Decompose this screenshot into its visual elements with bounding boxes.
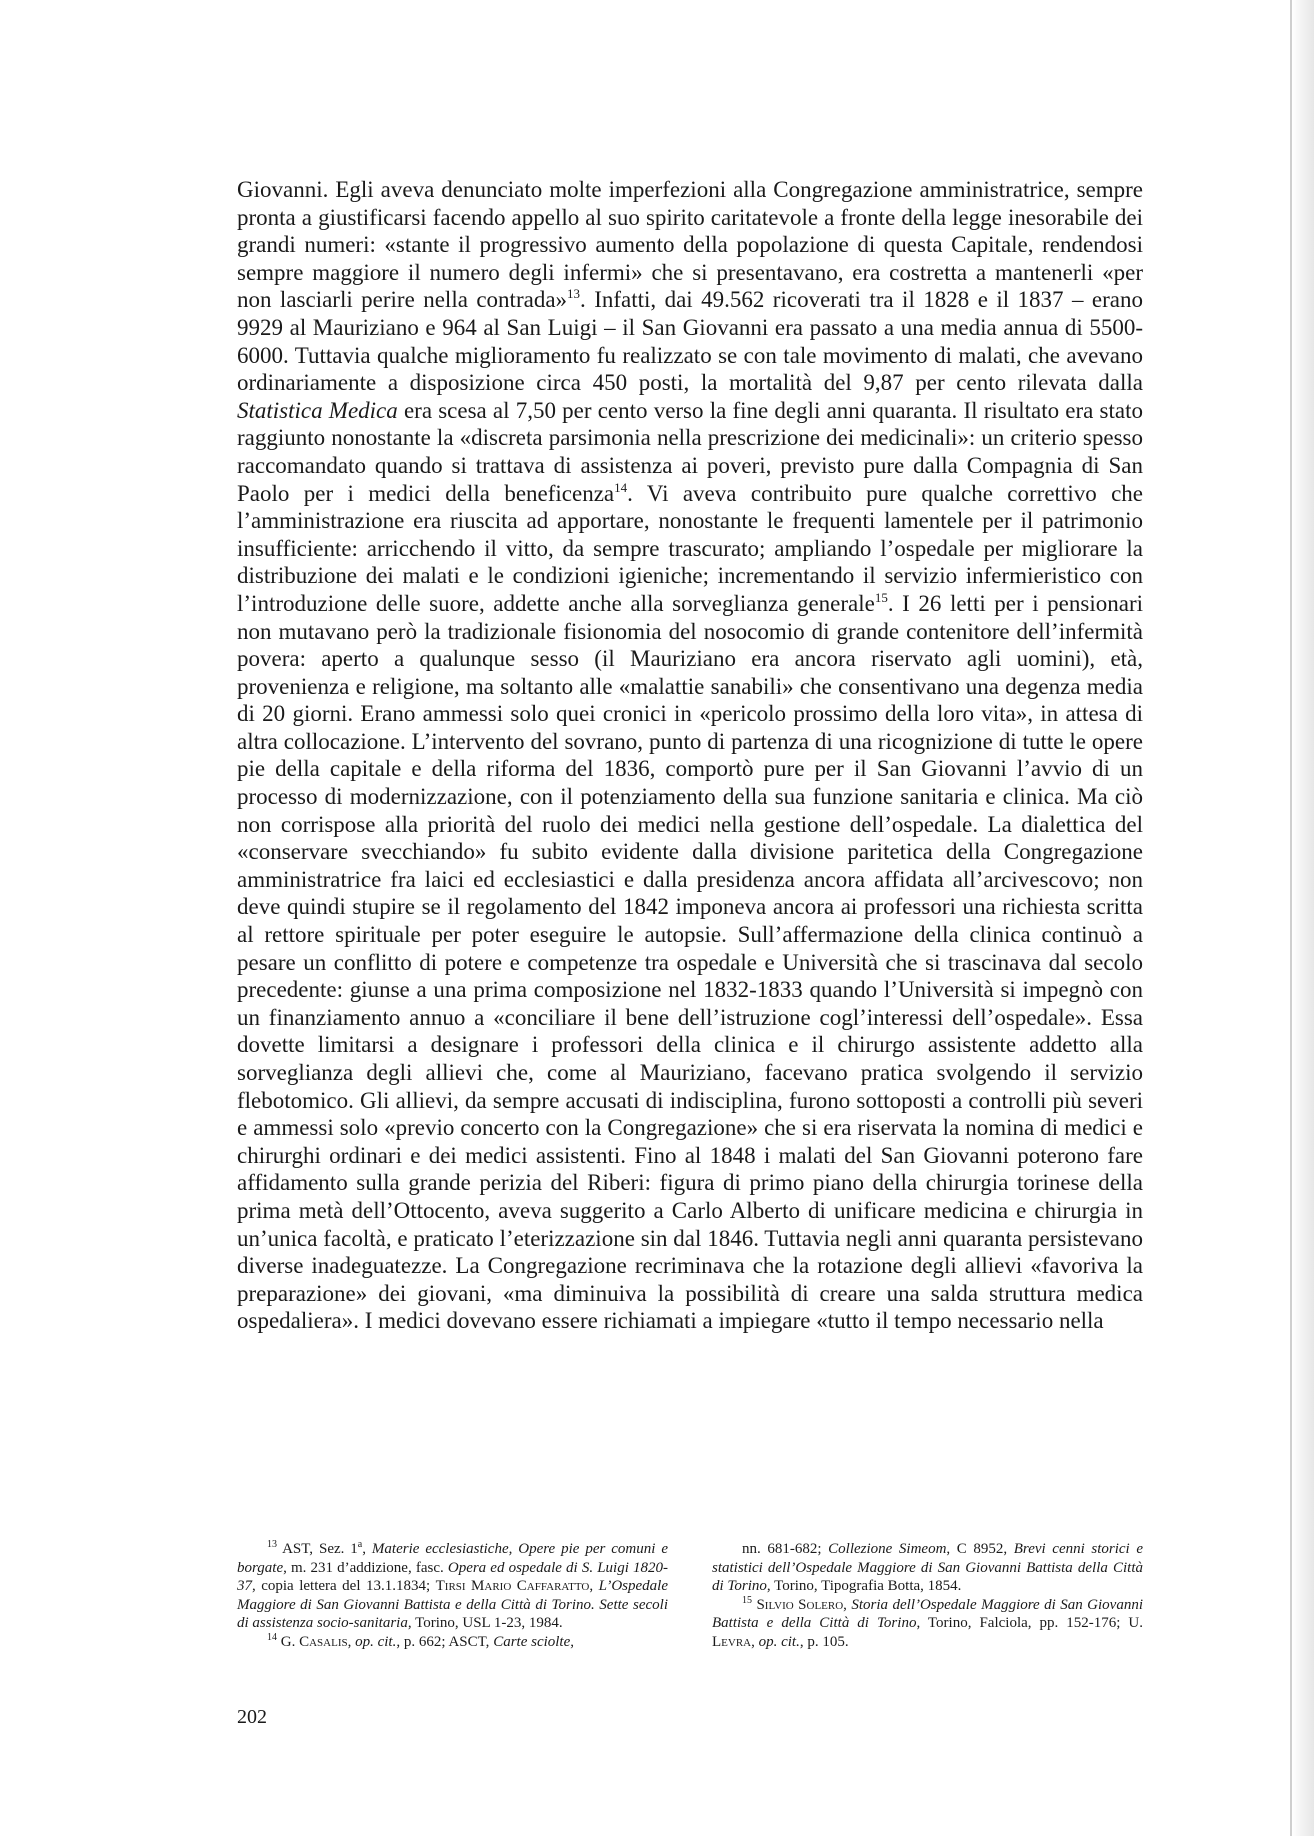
footnote-text: , C 8952,: [946, 1541, 1014, 1557]
footnote-text: , copia lettera del 13.1.1834;: [252, 1578, 436, 1595]
footnote-ref: 13: [567, 286, 581, 302]
page-edge-shadow: [1290, 0, 1314, 1836]
cited-title: Storia dell’Ospedale Maggiore di San Giovanni Battista e della Città di Torino: [712, 1596, 1143, 1632]
footnotes-left-column: [237, 1540, 668, 1652]
footnote: [712, 1540, 1143, 1596]
footnote-text: , p. 105.: [799, 1633, 849, 1650]
footnotes: [237, 1540, 1143, 1652]
text-segment: Giovanni. Egli aveva denunciato molte imperfezioni alla Congregazione amministratrice, sempre pronta a giustificarsi facendo appello al suo spirito caritatevole a fronte della legge inesorabile dei grandi numeri: «stante il progressivo aumento della popolazione di questa Capitale, rendendosi sempre maggiore il numero degli infermi» che si presentavano, era costretta a mantenerli «per non lasciarli perire nella contrada»: [237, 177, 1143, 313]
footnote-ref: 14: [614, 479, 628, 495]
cited-title: L’Ospedale Maggiore di San Giovanni Battista e della Città di Torino. Sette secoli di assistenza socio-sanitaria: [237, 1578, 668, 1632]
footnote-text: ,: [347, 1633, 356, 1650]
cited-title: op. cit.: [355, 1633, 397, 1650]
page-number: 202: [237, 1706, 267, 1728]
cited-title: Collezione Simeom: [828, 1541, 947, 1557]
cited-title: Carte sciolte: [493, 1633, 571, 1650]
footnote-number: 13: [267, 1539, 277, 1550]
footnote-number: 15: [742, 1594, 752, 1606]
footnote-number: a: [357, 1539, 363, 1550]
footnote-text: ,: [751, 1633, 759, 1650]
footnote: [237, 1540, 668, 1633]
footnote: [237, 1633, 668, 1652]
footnote-text: ,: [570, 1633, 575, 1650]
cited-title: op. cit.: [758, 1633, 800, 1650]
text-segment: . Vi aveva contribuito pure qualche correttivo che l’amministrazione era riuscita ad apportare, nonostante le frequenti lamentele per il patrimonio insufficiente: arricchendo il vitto, da sempre trascurato; ampliando l’ospedale per migliorare la distribuzione dei malati e le condizioni igieniche; incrementando il servizio infermieristico con l’introduzione delle suore, addette anche alla sorveglianza generale: [237, 480, 1144, 616]
cited-title: Opera ed ospedale di S. Luigi 1820-37: [237, 1559, 668, 1595]
footnote-text: , m. 231 d’addizione, fasc.: [283, 1559, 448, 1576]
text-segment: . Infatti, dai 49.562 ricoverati tra il 1828 e il 1837 – erano 9929 al Mauriziano e 964 al San Luigi – il San Giovanni era passato a una media annua di 5500-6000. Tuttavia qualche miglioramento fu realizzato se con tale movimento di malati, che avevano ordinariamente a disposizione circa 450 posti, la mortalità del 9,87 per cento rilevata dalla: [237, 287, 1143, 396]
body-paragraph: [237, 176, 1143, 1335]
footnote-text: , p. 662; ASCT,: [396, 1633, 494, 1650]
footnote-ref: 15: [874, 589, 888, 605]
footnote-text: ,: [589, 1578, 599, 1595]
author-name: Casalis: [299, 1633, 348, 1650]
footnote-text: AST, Sez. 1: [277, 1541, 358, 1557]
author-name: Silvio Solero: [756, 1596, 844, 1613]
footnote: [712, 1596, 1143, 1652]
cited-title: Brevi cenni storici e statistici dell’Ospedale Maggiore di San Giovanni Battista della Città di Torino: [712, 1541, 1143, 1595]
text-segment: era scesa al 7,50 per cento verso la fine degli anni quaranta. Il risultato era stato raggiunto nonostante la «discreta parsimonia nella prescrizione dei medicinali»: un criterio spesso raccomandato quando si trattava di assistenza ai poveri, previsto pure dalla Compagnia di San Paolo per i medici della beneficenza: [237, 397, 1143, 506]
footnote-text: ,: [843, 1596, 852, 1613]
footnote-text: , Torino, USL 1-23, 1984.: [407, 1615, 563, 1632]
author-name: Levra: [712, 1633, 752, 1650]
footnotes-right-column: [712, 1540, 1143, 1652]
footnote-number: 14: [267, 1631, 277, 1643]
footnote-text: ,: [362, 1541, 372, 1557]
text-segment: . I 26 letti per i pensionari non mutavano però la tradizionale fisionomia del nosocomio di grande contenitore dell’infermità povera: aperto a qualunque sesso (il Mauriziano era ancora riservato agli uomini), età, provenienza e religione, ma soltanto alle «malattie sanabili» che consentivano una degenza media di 20 giorni. Erano ammessi solo quei cronici in «pericolo prossimo della loro vita», in attesa di altra collocazione. L’intervento del sovrano, punto di partenza di una ricognizione di tutte le opere pie della capitale e della riforma del 1836, comportò pure per il San Giovanni l’avvio di un processo di modernizzazione, con il potenziamento della sua funzione sanitaria e clinica. Ma ciò non corrispose alla priorità del ruolo dei medici nella gestione dell’ospedale. La dialettica del «conservare svecchiando» fu subito evidente dalla divisione paritetica della Congregazione amministratrice fra laici ed ecclesiastici e dalla presidenza ancora affidata all’arcivescovo; non deve quindi stupire se il regolamento del 1842 imponeva ancora ai professori una richiesta scritta al rettore spirituale per poter eseguire le autopsie. Sull’affermazione della clinica continuò a pesare un conflitto di potere e competenze tra ospedale e Università che si trascinava dal secolo precedente: giunse a una prima composizione nel 1832-1833 quando l’Università si impegnò con un finanziamento annuo a «conciliare il bene dell’istruzione cogl’interessi dell’ospedale». Essa dovette limitarsi a designare i professori della clinica e il chirurgo assistente addetto alla sorveglianza degli allievi che, come al Mauriziano, facevano pratica svolgendo il servizio flebotomico. Gli allievi, da sempre accusati di indisciplina, furono sottoposti a controlli più severi e ammessi solo «previo concerto con la Congregazione» che si era riservata la nomina di medici e chirurghi ordinari e dei medici assistenti. Fino al 1848 i malati del San Giovanni poterono fare affidamento sulla grande perizia del Riberi: figura di primo piano della chirurgia torinese della prima metà dell’Ottocento, aveva suggerito a Carlo Alberto di unificare medicina e chirurgia in un’unica facoltà, e praticato l’eterizzazione sin dal 1846. Tuttavia negli anni quaranta persistevano diverse inadeguatezze. La Congregazione recriminava che la rotazione degli allievi «favoriva la preparazione» dei giovani, «ma diminuiva la possibilità di creare una salda struttura medica ospedaliera». I medici dovevano essere richiamati a impiegare «tutto il tempo necessario nella: [237, 590, 1143, 1334]
footnote-text: , Torino, Falciola, pp. 152-176; U.: [916, 1615, 1143, 1632]
footnote-text: nn. 681-682;: [742, 1541, 829, 1557]
author-name: Tirsi Mario Caffaratto: [435, 1578, 590, 1595]
footnote-text: G.: [277, 1633, 300, 1650]
footnote-text: , Torino, Tipografia Botta, 1854.: [766, 1578, 962, 1595]
cited-title: Materie ecclesiastiche, Opere pie per comuni e borgate: [237, 1541, 668, 1576]
italic-title: Statistica Medica: [237, 397, 398, 423]
